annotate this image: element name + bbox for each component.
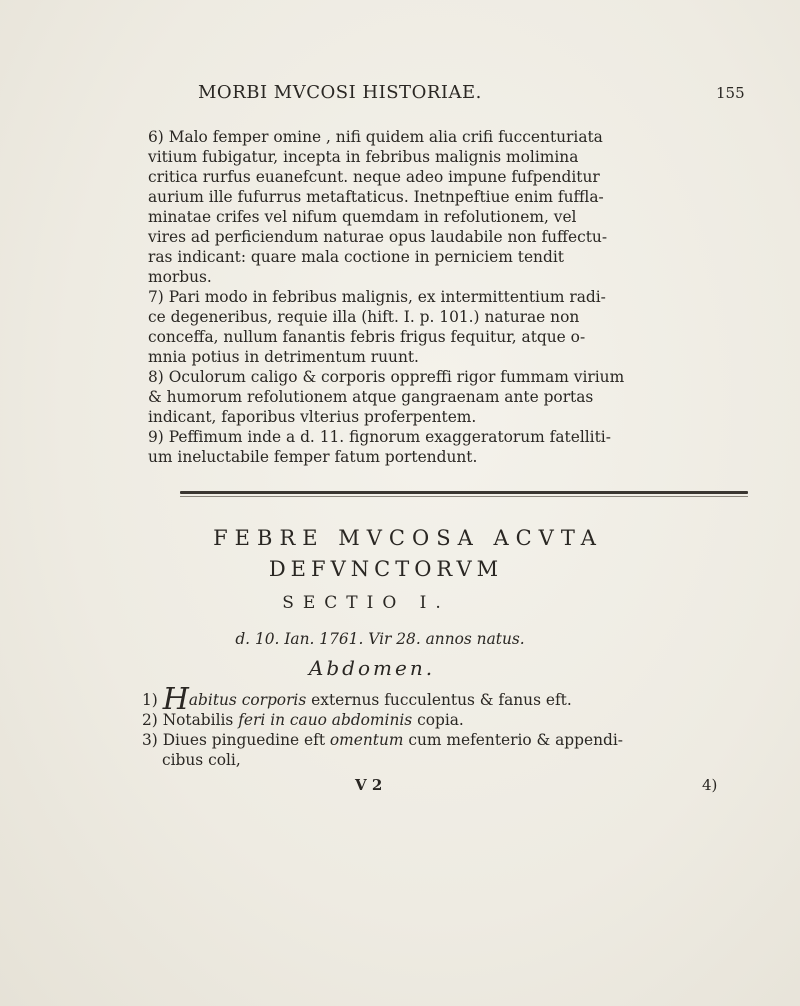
text-line: Pari modo in febribus malignis, ex intermittentium radi-	[168, 288, 606, 306]
text-line: morbus.	[148, 268, 212, 286]
text-line: aurium ille fufurrus metaftaticus. Inetnpeftiue enim fuffla-	[148, 188, 604, 206]
observation-italic: abitus corporis	[188, 691, 307, 709]
section-title: FEBRE MVCOSA ACVTA	[213, 526, 603, 550]
observation-1	[142, 682, 742, 717]
section-number: SECTIO I.	[282, 593, 450, 613]
text-line: vitium fubigatur, incepta in febribus malignis molimina	[148, 148, 579, 166]
observation-text: Notabilis	[162, 711, 239, 729]
page-header	[0, 82, 800, 108]
observation-italic: omentum	[329, 731, 404, 749]
observation-number: 1)	[142, 691, 158, 709]
paragraph-number: 6)	[148, 128, 164, 146]
section-rule	[180, 491, 748, 494]
observation-text: copia.	[412, 711, 464, 729]
case-dateline: d. 10. Ian. 1761. Vir 28. annos natus.	[235, 630, 525, 648]
page-number: 155	[716, 84, 745, 102]
running-head: MORBI MVCOSI HISTORIAE.	[198, 82, 482, 103]
text-line: conceffa, nullum fanantis febris frigus fequitur, atque o-	[148, 328, 586, 346]
section-title-line2: DEFVNCTORVM	[268, 557, 504, 581]
text-line: um ineluctabile femper fatum portendunt.	[148, 448, 478, 466]
observation-text: cum mefenterio & appendi-	[403, 731, 624, 749]
observation-2	[142, 710, 742, 730]
initial-capital: H	[162, 682, 189, 717]
text-line: Malo femper omine , nifi quidem alia crifi fuccenturiata	[168, 128, 603, 146]
text-line: ras indicant: quare mala coctione in perniciem tendit	[148, 248, 564, 266]
paragraph-9	[148, 427, 742, 467]
paragraph-8	[148, 367, 742, 427]
catchword: 4)	[702, 776, 718, 794]
subheading: Abdomen.	[308, 656, 436, 680]
text-line: minatae crifes vel nifum quemdam in refolutionem, vel	[148, 208, 577, 226]
observations	[142, 682, 742, 770]
text-line: Peffimum inde a d. 11. fignorum exaggeratorum fatelliti-	[168, 428, 611, 446]
text-line: indicant, faporibus vlterius proferpentem.	[148, 408, 477, 426]
observation-number: 3)	[142, 731, 158, 749]
paragraph-6	[148, 127, 742, 287]
signature-mark: V 2	[355, 776, 383, 794]
observation-number: 2)	[142, 711, 158, 729]
observation-3	[142, 730, 742, 750]
observation-text: Diues pinguedine eft	[162, 731, 330, 749]
paragraph-number: 9)	[148, 428, 164, 446]
text-line: vires ad perficiendum naturae opus laudabile non fuffectu-	[148, 228, 608, 246]
paragraph-number: 7)	[148, 288, 164, 306]
text-line: ce degeneribus, requie illa (hift. I. p. 101.) naturae non	[148, 308, 580, 326]
paragraph-7	[148, 287, 742, 367]
text-line: critica rurfus euanefcunt. neque adeo impune fufpenditur	[148, 168, 600, 186]
observation-italic: feri in cauo abdominis	[238, 711, 413, 729]
observation-text: externus fucculentus & fanus eft.	[306, 691, 572, 709]
section-rule-thin	[180, 496, 748, 497]
paragraph-number: 8)	[148, 368, 164, 386]
text-line: Oculorum caligo & corporis oppreffi rigor fummam virium	[168, 368, 625, 386]
observation-3-continued: cibus coli,	[162, 751, 241, 769]
text-line: mnia potius in detrimentum ruunt.	[148, 348, 419, 366]
text-line: & humorum refolutionem atque gangraenam ante portas	[148, 388, 594, 406]
body-text	[148, 127, 742, 467]
